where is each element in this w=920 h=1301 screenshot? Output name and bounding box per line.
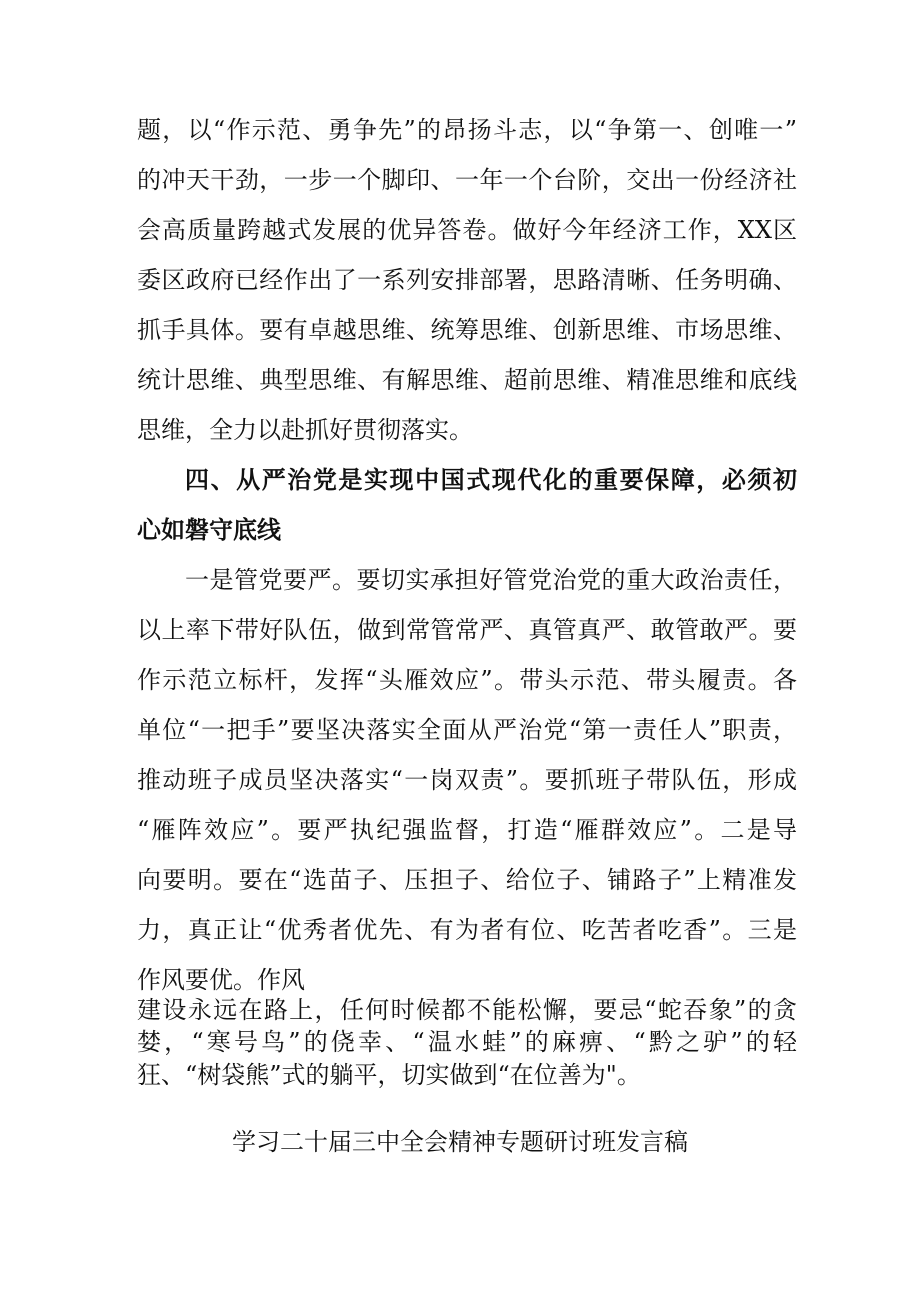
paragraph-line: 建设永远在路上，任何时候都不能松懈，要忌“蛇吞象”的贪 — [137, 996, 797, 1024]
section-heading: 心如磐守底线 — [137, 515, 281, 544]
paragraph-line: 婪，“寒号鸟”的侥幸、“温水蛙”的麻痹、“黔之驴”的轻 — [137, 1028, 797, 1056]
paragraph-line: 会高质量跨越式发展的优异答卷。做好今年经济工作，XX区 — [137, 216, 797, 244]
paragraph-line: 抓手具体。要有卓越思维、统筹思维、创新思维、市场思维、 — [137, 316, 797, 344]
paragraph-line: 委区政府已经作出了一系列安排部署，思路清晰、任务明确、 — [137, 266, 797, 294]
paragraph-line: 作风要优。作风 — [137, 966, 305, 994]
paragraph-line: 向要明。要在“选苗子、压担子、给位子、铺路子”上精准发 — [137, 866, 797, 894]
paragraph-line: 力，真正让“优秀者优先、有为者有位、吃苦者吃香”。三是 — [137, 916, 797, 944]
paragraph-line: 一是管党要严。要切实承担好管党治党的重大政治责任， — [185, 566, 797, 594]
paragraph-line: 思维，全力以赴抓好贯彻落实。 — [137, 416, 473, 444]
paragraph-line: 作示范立标杆，发挥“头雁效应”。带头示范、带头履责。各 — [137, 666, 797, 694]
paragraph-line: 的冲天干劲，一步一个脚印、一年一个台阶，交出一份经济社 — [137, 166, 797, 194]
section-heading: 四、从严治党是实现中国式现代化的重要保障，必须初 — [185, 465, 797, 494]
paragraph-line: 题，以“作示范、勇争先”的昂扬斗志，以“争第一、创唯一” — [137, 116, 797, 144]
footer-title: 学习二十届三中全会精神专题研讨班发言稿 — [232, 1128, 688, 1156]
paragraph-line: 推动班子成员坚决落实“一岗双责”。要抓班子带队伍，形成 — [137, 766, 797, 794]
paragraph-line: 统计思维、典型思维、有解思维、超前思维、精准思维和底线 — [137, 366, 797, 394]
paragraph-line: “雁阵效应”。要严执纪强监督，打造“雁群效应”。二是导 — [137, 816, 797, 844]
paragraph-line: 狂、“树袋熊”式的躺平，切实做到“在位善为"。 — [137, 1061, 641, 1089]
paragraph-line: 单位“一把手”要坚决落实全面从严治党“第一责任人”职责， — [137, 716, 797, 744]
paragraph-line: 以上率下带好队伍，做到常管常严、真管真严、敢管敢严。要 — [137, 616, 797, 644]
